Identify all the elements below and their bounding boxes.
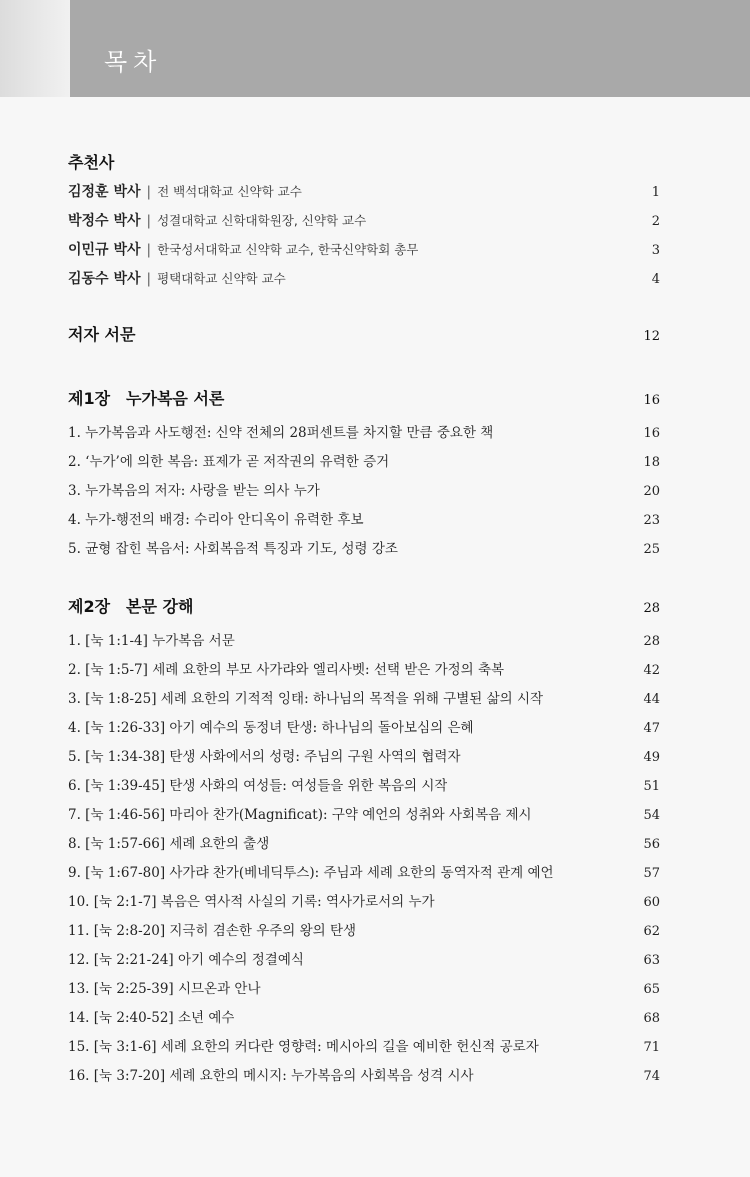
toc-entry-text: 15. [눅 3:1-6] 세례 요한의 커다란 영향력: 메시아의 길을 예비한 헌신적 공로자 [68, 1039, 539, 1055]
toc-page-number: 56 [643, 837, 660, 852]
toc-entry[interactable] [68, 1033, 660, 1062]
recommendation-title: 추천사 [68, 153, 115, 172]
toc-entry-text: 14. [눅 2:40-52] 소년 예수 [68, 1010, 235, 1026]
toc-entry[interactable] [68, 1062, 660, 1091]
toc-entry-text: 6. [눅 1:39-45] 탄생 사화의 여성들: 여성들을 위한 복음의 시작 [68, 778, 448, 794]
toc-entry-text: 9. [눅 1:67-80] 사가랴 찬가(베네딕투스): 주님과 세례 요한의 동역자적 관계 예언 [68, 865, 554, 881]
preface-section [68, 322, 660, 345]
separator: | [146, 271, 152, 287]
toc-entry-text: 7. [눅 1:46-56] 마리아 찬가(Magnificat): 구약 예언의 성취와 사회복음 제시 [68, 807, 532, 823]
toc-entry[interactable] [68, 685, 660, 714]
toc-page-number: 63 [643, 953, 660, 968]
toc-page-number: 4 [651, 272, 660, 287]
toc-page-number: 2 [651, 214, 660, 229]
toc-page-number: 18 [643, 455, 660, 470]
toc-page-number: 68 [643, 1011, 660, 1026]
toc-page-number: 3 [651, 243, 660, 258]
toc-entry[interactable] [68, 535, 660, 564]
toc-entry-text: 8. [눅 1:57-66] 세례 요한의 출생 [68, 836, 270, 852]
toc-entry[interactable] [68, 506, 660, 535]
toc-entry-text: 3. 누가복음의 저자: 사랑을 받는 의사 누가 [68, 483, 320, 499]
chapter2-section [68, 594, 660, 1091]
toc-entry[interactable] [68, 946, 660, 975]
toc-entry[interactable] [68, 830, 660, 859]
chapter1-list [68, 419, 660, 564]
chapter2-list [68, 627, 660, 1091]
toc-entry[interactable] [68, 419, 660, 448]
toc-entry[interactable] [68, 235, 660, 264]
toc-entry[interactable] [68, 656, 660, 685]
toc-page-number: 23 [643, 513, 660, 528]
toc-entry-text: 13. [눅 2:25-39] 시므온과 안나 [68, 981, 261, 997]
toc-entry-text: 12. [눅 2:21-24] 아기 예수의 정결예식 [68, 952, 304, 968]
toc-entry[interactable] [68, 714, 660, 743]
toc-page-number: 20 [643, 484, 660, 499]
recommender-name: 박정수 박사 [68, 213, 141, 229]
toc-entry-text [68, 206, 366, 236]
left-decorative-band [0, 0, 70, 97]
toc-entry[interactable] [68, 1004, 660, 1033]
recommender-title: 성결대학교 신학대학원장, 신약학 교수 [157, 213, 367, 228]
toc-entry[interactable] [68, 917, 660, 946]
toc-page-number: 28 [643, 634, 660, 649]
toc-entry-text [68, 264, 286, 294]
toc-entry-text: 16. [눅 3:7-20] 세례 요한의 메시지: 누가복음의 사회복음 성격 시사 [68, 1068, 474, 1084]
chapter1-section [68, 386, 660, 564]
preface-title: 저자 서문 [68, 325, 136, 344]
toc-entry-text: 4. [눅 1:26-33] 아기 예수의 동정녀 탄생: 하나님의 돌아보심의 은혜 [68, 720, 474, 736]
recommender-name: 이민규 박사 [68, 242, 141, 258]
chapter1-title: 제1장 누가복음 서론 [68, 389, 225, 408]
toc-entry-text: 5. 균형 잡힌 복음서: 사회복음적 특징과 기도, 성령 강조 [68, 541, 398, 557]
recommender-title: 한국성서대학교 신약학 교수, 한국신약학회 총무 [157, 242, 419, 257]
toc-page-number: 74 [643, 1069, 660, 1084]
separator: | [146, 184, 152, 200]
toc-page-number: 57 [643, 866, 660, 881]
toc-page-number: 54 [643, 808, 660, 823]
toc-entry[interactable] [68, 627, 660, 656]
toc-entry-text: 2. ‘누가’에 의한 복음: 표제가 곧 저작권의 유력한 증거 [68, 454, 390, 470]
recommender-title: 평택대학교 신약학 교수 [157, 271, 286, 286]
toc-entry[interactable] [68, 206, 660, 235]
toc-page-number: 51 [643, 779, 660, 794]
recommender-name: 김동수 박사 [68, 271, 141, 287]
toc-entry[interactable] [68, 743, 660, 772]
toc-entry[interactable] [68, 264, 660, 293]
toc-entry-text: 1. [눅 1:1-4] 누가복음 서문 [68, 633, 235, 649]
toc-page-number: 60 [643, 895, 660, 910]
preface-page: 12 [643, 329, 660, 344]
separator: | [146, 213, 152, 229]
toc-page-number: 1 [651, 185, 660, 200]
toc-entry-text: 4. 누가-행전의 배경: 수리아 안디옥이 유력한 후보 [68, 512, 364, 528]
toc-entry[interactable] [68, 772, 660, 801]
recommender-name: 김정훈 박사 [68, 184, 141, 200]
toc-entry-text: 10. [눅 2:1-7] 복음은 역사적 사실의 기록: 역사가로서의 누가 [68, 894, 435, 910]
toc-entry[interactable] [68, 477, 660, 506]
page-title: 목차 [104, 48, 163, 76]
toc-entry-text [68, 177, 302, 207]
toc-entry-text: 1. 누가복음과 사도행전: 신약 전체의 28퍼센트를 차지할 만큼 중요한 책 [68, 425, 494, 441]
separator: | [146, 242, 152, 258]
chapter1-page: 16 [643, 393, 660, 408]
preface-heading[interactable] [68, 322, 660, 345]
recommendation-section [68, 150, 660, 293]
toc-entry-text: 5. [눅 1:34-38] 탄생 사화에서의 성령: 주님의 구원 사역의 협력자 [68, 749, 461, 765]
recommendation-list [68, 177, 660, 293]
recommender-title: 전 백석대학교 신약학 교수 [157, 184, 302, 199]
recommendation-heading [68, 150, 660, 173]
toc-entry[interactable] [68, 177, 660, 206]
toc-page-number: 65 [643, 982, 660, 997]
toc-page-number: 44 [643, 692, 660, 707]
toc-entry-text [68, 235, 418, 265]
toc-entry[interactable] [68, 859, 660, 888]
chapter2-title: 제2장 본문 강해 [68, 597, 194, 616]
chapter2-page: 28 [643, 601, 660, 616]
header-bar [70, 0, 750, 97]
toc-entry-text: 2. [눅 1:5-7] 세례 요한의 부모 사가랴와 엘리사벳: 선택 받은 가정의 축복 [68, 662, 505, 678]
chapter2-heading[interactable] [68, 594, 660, 617]
toc-entry[interactable] [68, 801, 660, 830]
toc-page-number: 16 [643, 426, 660, 441]
toc-entry[interactable] [68, 888, 660, 917]
toc-page-number: 47 [643, 721, 660, 736]
chapter1-heading[interactable] [68, 386, 660, 409]
toc-entry[interactable] [68, 975, 660, 1004]
toc-page-number: 71 [643, 1040, 660, 1055]
toc-page-number: 49 [643, 750, 660, 765]
toc-entry[interactable] [68, 448, 660, 477]
toc-page-number: 42 [643, 663, 660, 678]
toc-page-number: 25 [643, 542, 660, 557]
toc-page-number: 62 [643, 924, 660, 939]
toc-entry-text: 11. [눅 2:8-20] 지극히 겸손한 우주의 왕의 탄생 [68, 923, 357, 939]
toc-entry-text: 3. [눅 1:8-25] 세례 요한의 기적적 잉태: 하나님의 목적을 위해 구별된 삶의 시작 [68, 691, 544, 707]
